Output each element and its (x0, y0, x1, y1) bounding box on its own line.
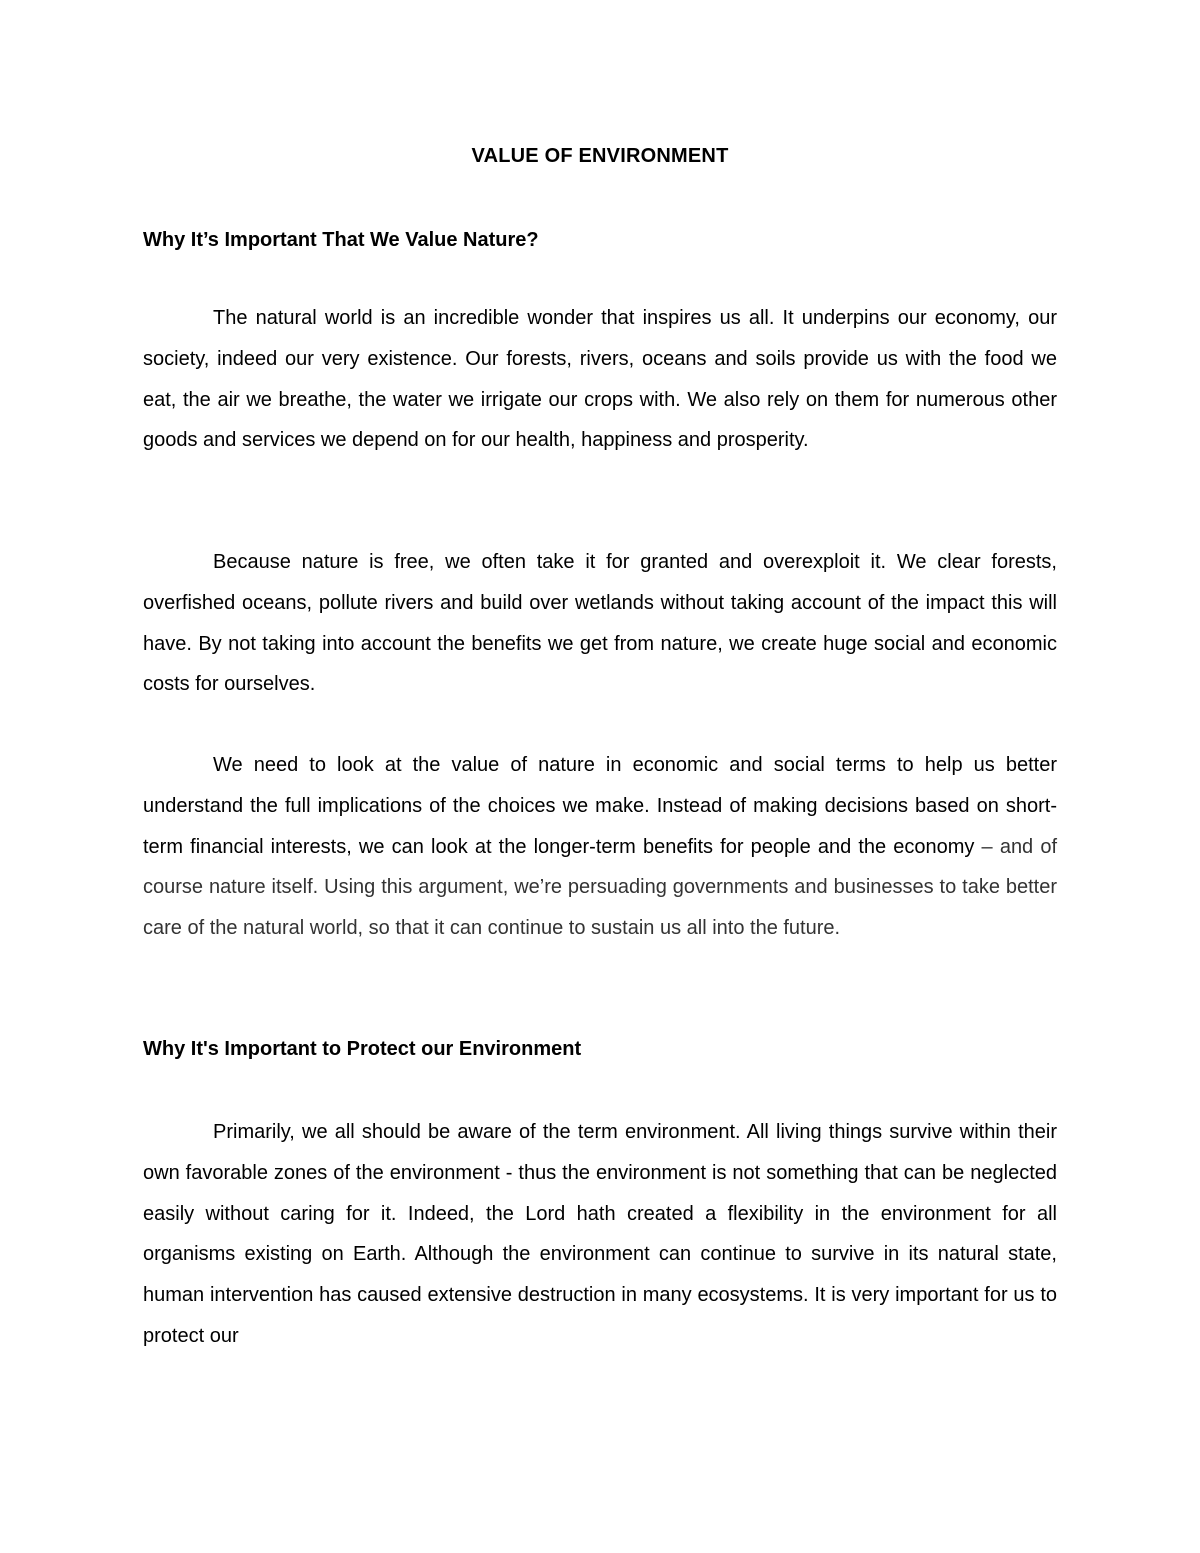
paragraph-nature-free: Because nature is free, we often take it for granted and overexploit it. We clear forests, overfished oceans, pollute rivers and build over wetlands without taking account of the impact this will have. By not taking into account the benefits we get from nature, we create huge social and economic costs for ourselves. (143, 551, 1057, 696)
paragraph-primarily: Primarily, we all should be aware of the term environment. All living things survive within their own favorable zones of the environment - thus the environment is not something that can be neglected easily without caring for it. Indeed, the Lord hath created a flexibility in the environment for all organisms existing on Earth. Although the environment can continue to survive in its natural state, human intervention has caused extensive destruction in many ecosystems. It is very important for us to protect our (143, 1121, 1057, 1347)
paragraph-value-of-nature-main: We need to look at the value of nature in economic and social terms to help us better understand the full implications of the choices we make. Instead of making decisions based on short-term financial interests, we can look at the longer-term benefits for people and the economy (143, 754, 1057, 858)
section-heading-protect-environment: Why It's Important to Protect our Environment (143, 1038, 582, 1060)
paragraph-natural-world: The natural world is an incredible wonder that inspires us all. It underpins our economy, our society, indeed our very existence. Our forests, rivers, oceans and soils provide us with the food we eat, the air we breathe, the water we irrigate our crops with. We also rely on them for numerous other goods and services we depend on for our health, happiness and prosperity. (143, 307, 1057, 452)
paragraph-value-of-nature (143, 745, 1057, 949)
section-heading-value-nature: Why It’s Important That We Value Nature? (143, 229, 539, 251)
document-title: VALUE OF ENVIRONMENT (471, 145, 729, 167)
paragraph-value-of-nature-tail: – and of course nature itself. Using this argument, we’re persuading governments and businesses to take better care of the natural world, so that it can continue to sustain us all into the future. (143, 835, 1057, 940)
